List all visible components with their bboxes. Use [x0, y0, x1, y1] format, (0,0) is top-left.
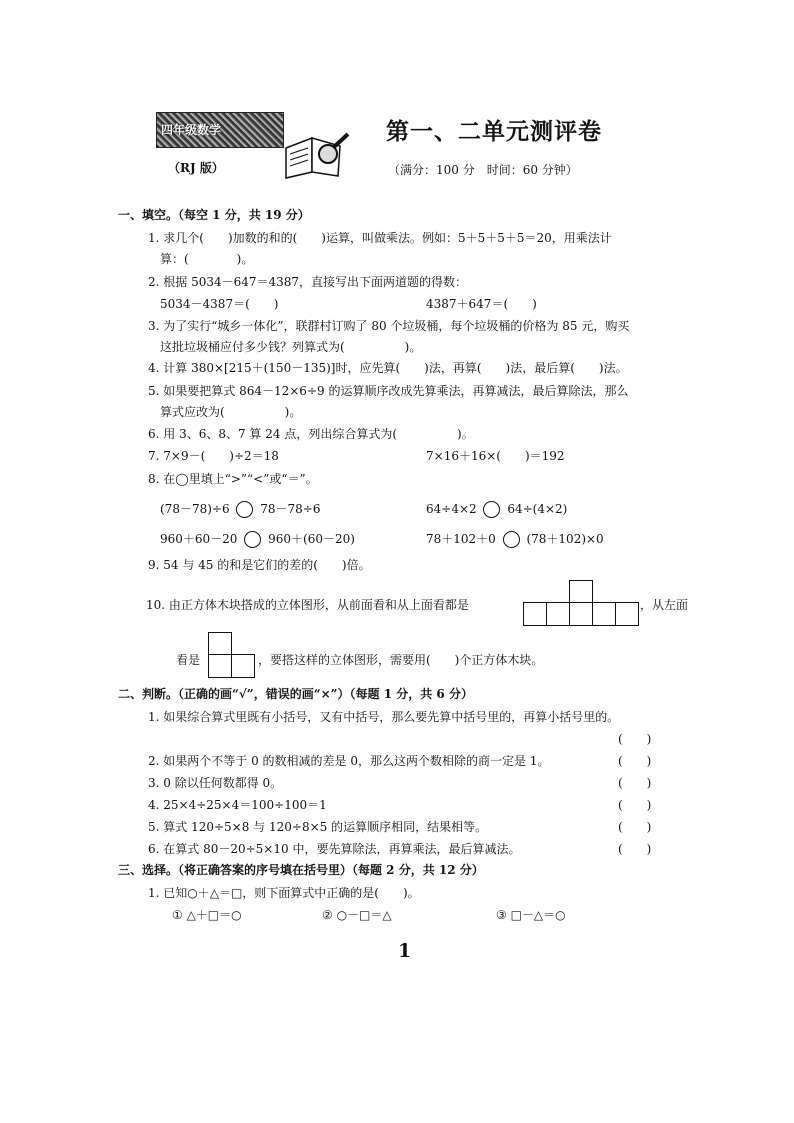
question-1-7-part-b: 7×16＋16×( )＝192 [426, 449, 565, 463]
compare-right: 64÷(4×2) [507, 502, 568, 516]
cube-square [231, 654, 255, 678]
logo-banner [156, 112, 284, 148]
question-1-4: 4. 计算 380×[215＋(150－135)]时，应先算( )法，再算( )法，最后算( )法。 [148, 361, 628, 375]
question-1-2-line-1: 2. 根据 5034－647＝4387，直接写出下面两道题的得数： [148, 275, 468, 289]
cube-square [569, 602, 593, 626]
judge-2: 2. 如果两个不等于 0 的数相减的差是 0，那么这两个数相除的商一定是 1。 [148, 754, 550, 768]
left-view-figure [208, 632, 256, 678]
question-1-10-line-2-start: 看是 [176, 653, 201, 667]
question-1-5-line-2: 算式应改为( )。 [160, 405, 302, 419]
cube-square [569, 580, 593, 603]
compare-row-1-b [426, 501, 567, 518]
choice-1: 1. 已知○＋△＝□，则下面算式中正确的是( )。 [148, 886, 420, 900]
compare-left: 960＋60－20 [160, 532, 238, 546]
question-1-3-line-1: 3. 为了实行“城乡一体化”，联群村订购了 80 个垃圾桶，每个垃圾桶的价格为 85 元，购买 [148, 319, 630, 333]
edition-label: （RJ 版） [168, 161, 224, 175]
question-1-5-line-1: 5. 如果要把算式 864－12×6÷9 的运算顺序改成先算乘法，再算减法，最后算除法，那么 [148, 384, 629, 398]
question-1-8: 8. 在◯里填上“>”“<”或“＝”。 [148, 472, 318, 486]
question-1-10-line-1-end: ，从左面 [640, 598, 689, 612]
question-1-3-line-2: 这批垃圾桶应付多少钱？列算式为( )。 [160, 340, 422, 354]
cube-square [208, 632, 232, 655]
question-1-10-line-1: 10. 由正方体木块搭成的立体图形，从前面看和从上面看都是 [146, 598, 469, 612]
compare-row-2-a [160, 531, 355, 548]
cube-square [208, 654, 232, 678]
compare-circle[interactable] [483, 501, 500, 518]
page-number: 1 [398, 940, 412, 962]
cube-square [546, 602, 570, 626]
question-1-1-line-2: 算：( )。 [160, 252, 254, 266]
question-1-2-part-b: 4387＋647＝( ) [426, 297, 537, 311]
choice-option-3[interactable]: ③ □－△＝○ [496, 908, 566, 922]
answer-paren[interactable]: ( ) [618, 798, 652, 812]
compare-left: 64÷4×2 [426, 502, 477, 516]
compare-left: (78－78)÷6 [160, 502, 230, 516]
section-2-heading: 二、判断。（正确的画“√”，错误的画“×”）（每题 1 分，共 6 分） [118, 687, 473, 701]
section-3-heading: 三、选择。（将正确答案的序号填在括号里）（每题 2 分，共 12 分） [118, 863, 484, 877]
answer-paren[interactable]: ( ) [618, 842, 652, 856]
answer-paren[interactable]: ( ) [618, 732, 652, 746]
judge-6: 6. 在算式 80－20÷5×10 中，要先算除法，再算乘法，最后算减法。 [148, 842, 521, 856]
section-1-heading: 一、填空。（每空 1 分，共 19 分） [118, 208, 310, 222]
question-1-1-line-1: 1. 求几个( )加数的和的( )运算，叫做乘法。例如：5＋5＋5＋5＝20，用乘法计 [148, 231, 612, 245]
judge-3: 3. 0 除以任何数都得 0。 [148, 776, 283, 790]
question-1-9: 9. 54 与 45 的和是它们的差的( )倍。 [148, 558, 371, 572]
question-1-2-part-a: 5034－4387＝( ) [160, 297, 279, 311]
compare-circle[interactable] [236, 501, 253, 518]
compare-right: 960＋(60－20) [268, 532, 355, 546]
answer-paren[interactable]: ( ) [618, 820, 652, 834]
exam-meta: （满分：100 分 时间：60 分钟） [388, 163, 578, 177]
question-1-7-part-a: 7. 7×9－( )÷2＝18 [148, 449, 279, 463]
judge-4: 4. 25×4÷25×4＝100÷100＝1 [148, 798, 327, 812]
choice-option-2[interactable]: ② ○－□＝△ [322, 908, 392, 922]
cube-square [592, 602, 616, 626]
choice-option-1[interactable]: ① △＋□＝○ [172, 908, 242, 922]
compare-row-1-a [160, 501, 320, 518]
question-1-6: 6. 用 3、6、8、7 算 24 点，列出综合算式为( )。 [148, 427, 474, 441]
front-top-view-figure [523, 580, 639, 626]
judge-1: 1. 如果综合算式里既有小括号，又有中括号，那么要先算中括号里的，再算小括号里的。 [148, 710, 620, 724]
compare-right: 78－78÷6 [260, 502, 321, 516]
book-magnifier-icon [282, 128, 354, 180]
cube-square [615, 602, 639, 626]
compare-right: (78＋102)×0 [526, 532, 604, 546]
judge-5: 5. 算式 120÷5×8 与 120÷8×5 的运算顺序相同，结果相等。 [148, 820, 488, 834]
compare-circle[interactable] [244, 531, 261, 548]
page-title: 第一、二单元测评卷 [386, 119, 602, 145]
logo-text: 四年级数学 [161, 123, 222, 137]
compare-left: 78＋102＋0 [426, 532, 496, 546]
cube-square [523, 602, 547, 626]
answer-paren[interactable]: ( ) [618, 754, 652, 768]
answer-paren[interactable]: ( ) [618, 776, 652, 790]
compare-circle[interactable] [503, 531, 520, 548]
compare-row-2-b [426, 531, 604, 548]
question-1-10-line-2-end: ，要搭这样的立体图形，需要用( )个正方体木块。 [258, 653, 544, 667]
